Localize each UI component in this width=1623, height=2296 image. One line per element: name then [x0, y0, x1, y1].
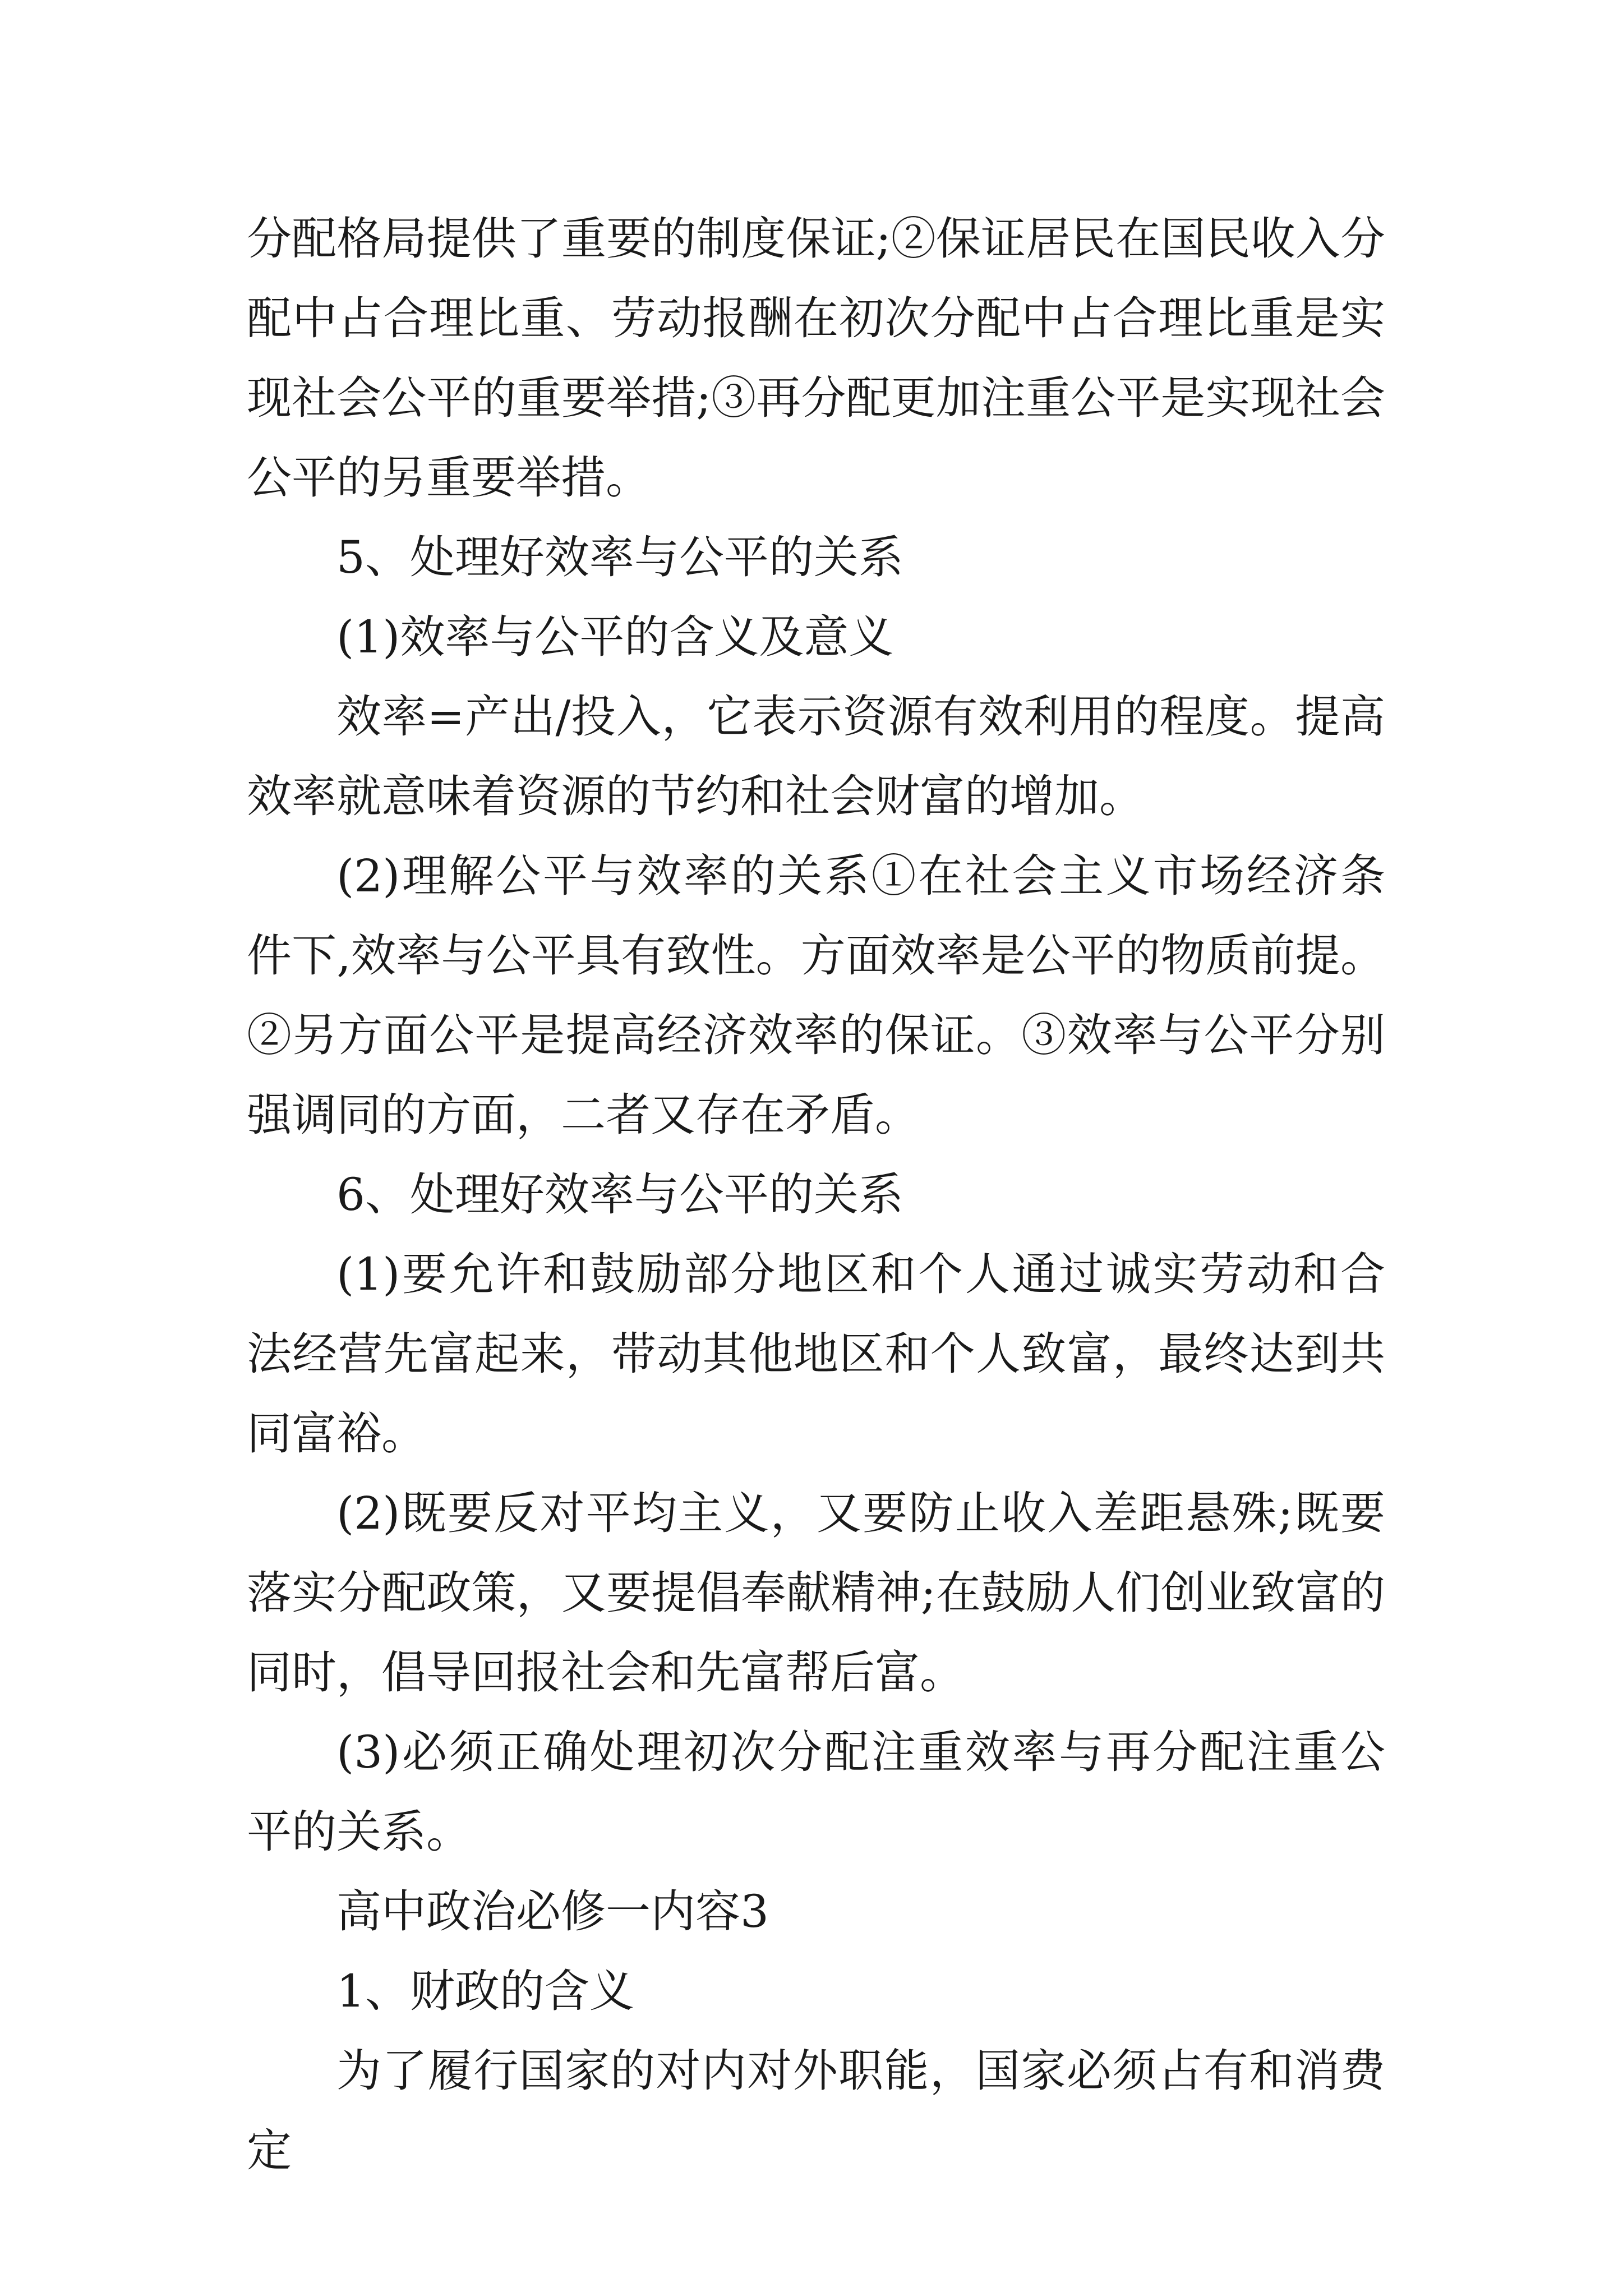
section-heading: 1、财政的含义: [336, 1965, 634, 2017]
document-body: [247, 199, 1385, 2191]
paragraph: (2)既要反对平均主义，又要防止收入差距悬殊;既要落实分配政策，又要提倡奉献精神;在鼓励人们创业致富的同时，倡导回报社会和先富帮后富。: [247, 1487, 1385, 1699]
section-heading: 5、处理好效率与公平的关系: [336, 531, 903, 583]
paragraph: (2)理解公平与效率的关系①在社会主义市场经济条件下,效率与公平具有致性。方面效率是公平的物质前提。②另方面公平是提高经济效率的保证。③效率与公平分别强调同的方面，二者又存在矛盾。: [247, 850, 1385, 1141]
subsection-heading: (1)效率与公平的含义及意义: [336, 611, 894, 663]
paragraph: 分配格局提供了重要的制度保证;②保证居民在国民收入分配中占合理比重、劳动报酬在初次分配中占合理比重是实现社会公平的重要举措;③再分配更加注重公平是实现社会公平的另重要举措。: [247, 213, 1385, 504]
paragraph: 为了履行国家的对内对外职能，国家必须占有和消费定: [247, 2045, 1385, 2177]
paragraph: (1)要允许和鼓励部分地区和个人通过诚实劳动和合法经营先富起来，带动其他地区和个人致富，最终达到共同富裕。: [247, 1248, 1385, 1460]
paragraph: (3)必须正确处理初次分配注重效率与再分配注重公平的关系。: [247, 1726, 1385, 1858]
section-heading: 6、处理好效率与公平的关系: [336, 1168, 903, 1221]
chapter-heading: 高中政治必修一内容3: [336, 1885, 769, 1938]
paragraph: 效率=产出/投入，它表示资源有效利用的程度。提高效率就意味着资源的节约和社会财富的增加。: [247, 691, 1385, 822]
